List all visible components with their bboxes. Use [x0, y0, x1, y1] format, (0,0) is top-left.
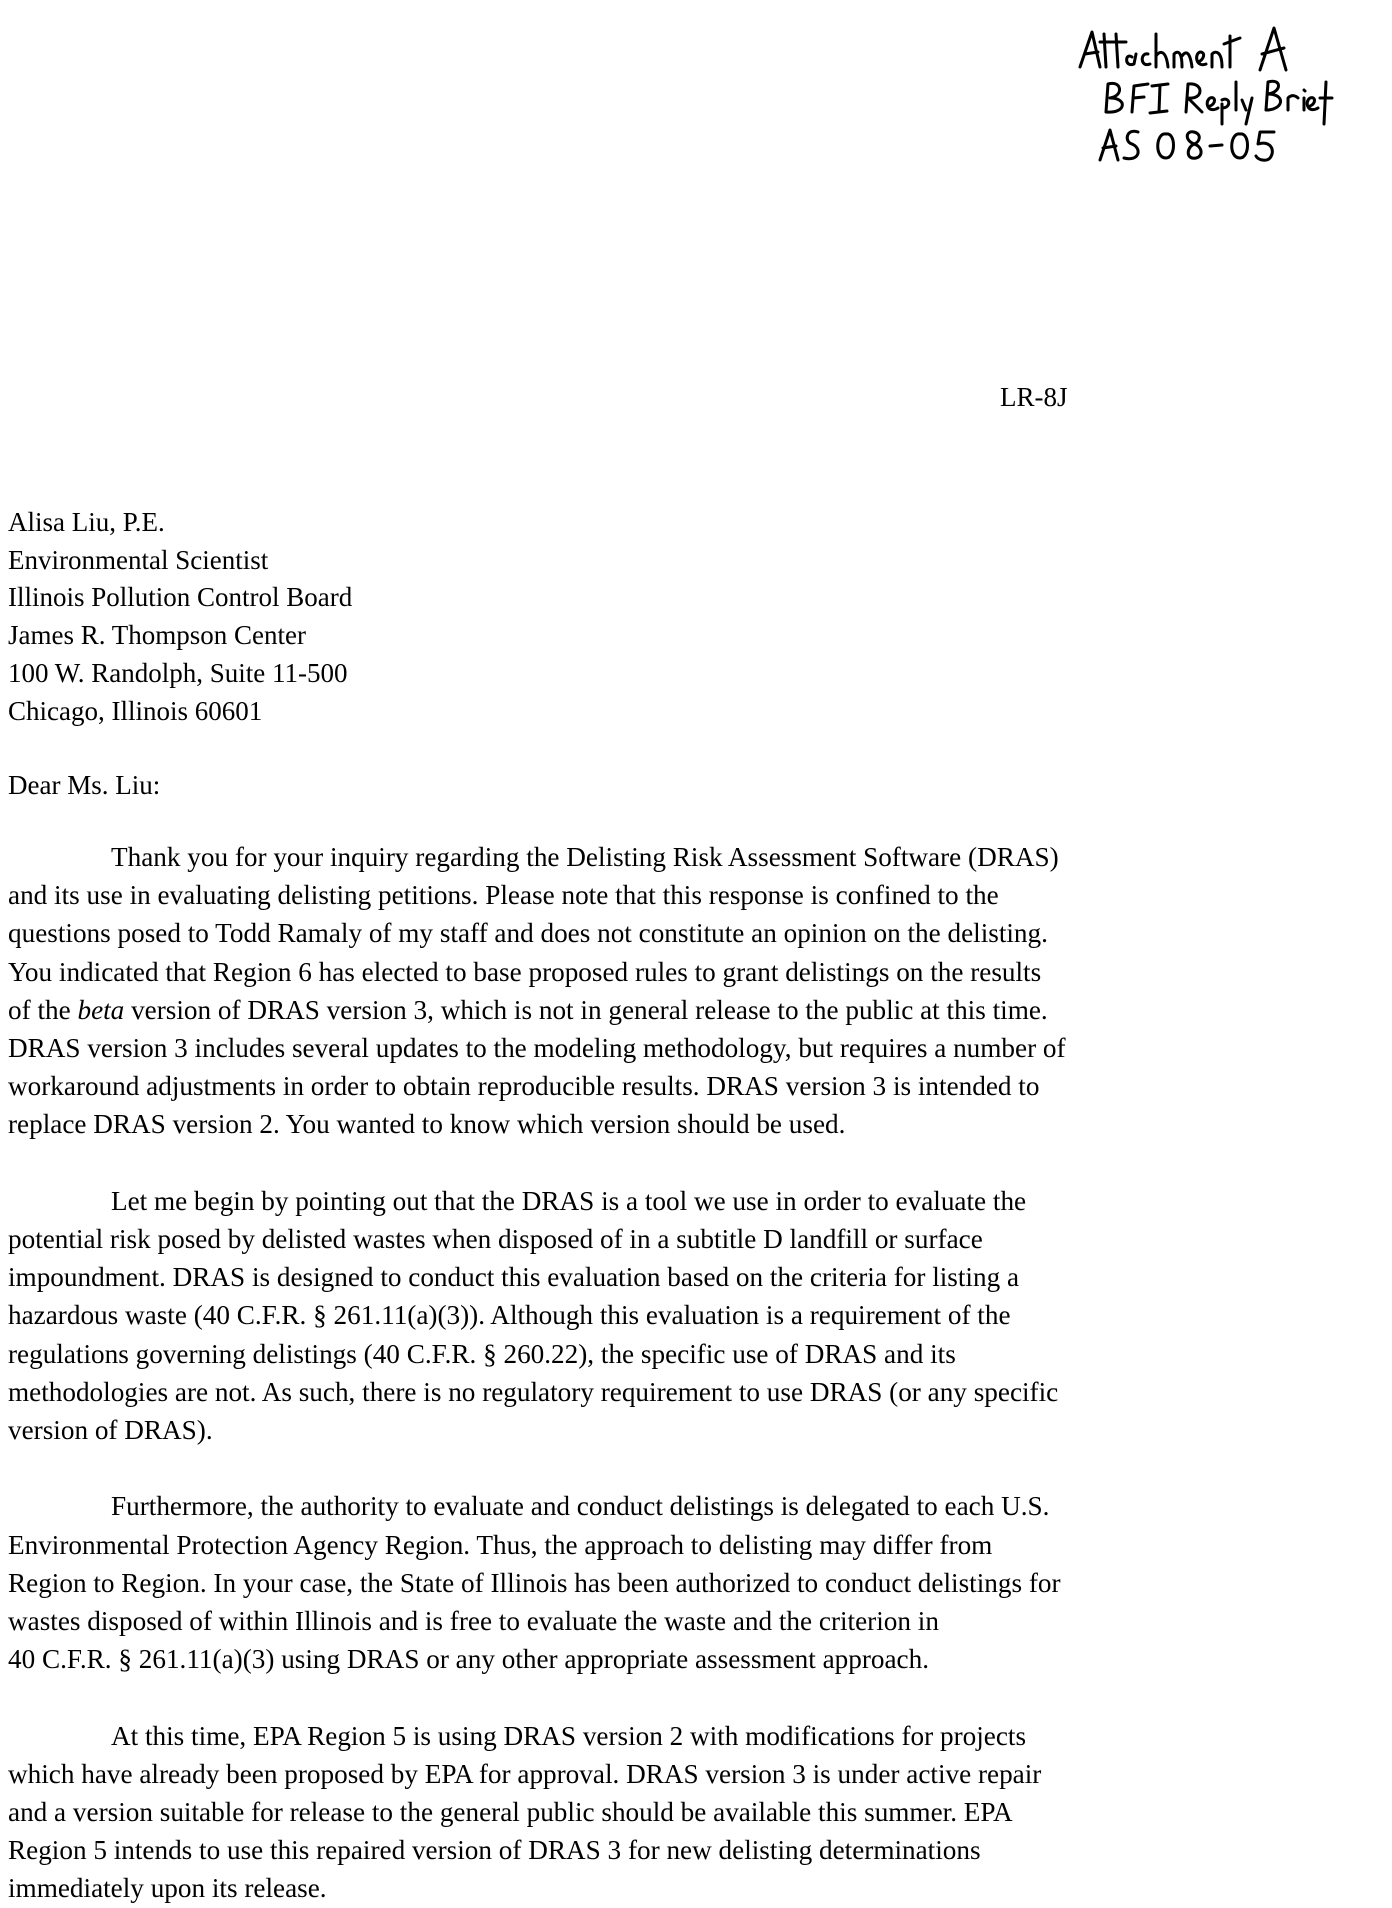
paragraph-2: [8, 1182, 1338, 1449]
paragraph-line: version of DRAS).: [8, 1415, 213, 1446]
paragraph-line: Region to Region. In your case, the State of Illinois has been authorized to conduct delistings for: [8, 1567, 1061, 1598]
paragraph-line: Furthermore, the authority to evaluate and conduct delistings is delegated to each U.S.: [111, 1491, 1050, 1522]
paragraph-line: impoundment. DRAS is designed to conduct this evaluation based on the criteria for listing a: [8, 1262, 1020, 1293]
paragraph-line: hazardous waste (40 C.F.R. § 261.11(a)(3)). Although this evaluation is a requirement of the: [8, 1300, 1011, 1331]
paragraph-line: potential risk posed by delisted wastes when disposed of in a subtitle D landfill or surface: [8, 1224, 983, 1255]
paragraph-1: [8, 838, 1338, 1144]
paragraph-line: At this time, EPA Region 5 is using DRAS version 2 with modifications for projects: [111, 1720, 1027, 1751]
line-segment: of the: [8, 994, 78, 1025]
paragraph-line: Region 5 intends to use this repaired version of DRAS 3 for new delisting determinations: [8, 1835, 981, 1866]
recipient-address: [8, 504, 352, 730]
paragraph-line: questions posed to Todd Ramaly of my staff and does not constitute an opinion on the delisting.: [8, 918, 1048, 949]
handwritten-annotation: [1070, 12, 1370, 172]
letter-body: [8, 838, 1338, 1908]
paragraph-line: workaround adjustments in order to obtain reproducible results. DRAS version 3 is intended to: [8, 1071, 1040, 1102]
paragraph-line: [8, 991, 1338, 1029]
paragraph-line: wastes disposed of within Illinois and is free to evaluate the waste and the criterion in: [8, 1606, 939, 1637]
recipient-building: James R. Thompson Center: [8, 620, 306, 651]
paragraph-line: methodologies are not. As such, there is no regulatory requirement to use DRAS (or any specific: [8, 1376, 1059, 1407]
recipient-name: Alisa Liu, P.E.: [8, 507, 165, 537]
paragraph-4: [8, 1717, 1338, 1908]
recipient-organization: Illinois Pollution Control Board: [8, 582, 353, 613]
paragraph-line: Thank you for your inquiry regarding the Delisting Risk Assessment Software (DRAS): [111, 842, 1059, 872]
paragraph-line: DRAS version 3 includes several updates to the modeling methodology, but requires a number of: [8, 1033, 1066, 1064]
line-segment: version of DRAS version 3, which is not in general release to the public at this time.: [124, 994, 1048, 1025]
handwritten-annotation-graphic: [1070, 12, 1370, 172]
recipient-city: Chicago, Illinois 60601: [8, 695, 263, 726]
paragraph-line: Let me begin by pointing out that the DRAS is a tool we use in order to evaluate the: [111, 1185, 1027, 1216]
reference-code: LR-8J: [1000, 382, 1068, 412]
paragraph-line: and a version suitable for release to the general public should be available this summer. EPA: [8, 1797, 1013, 1828]
paragraph-line: which have already been proposed by EPA for approval. DRAS version 3 is under active repair: [8, 1758, 1042, 1789]
paragraph-3: [8, 1487, 1338, 1678]
paragraph-line: You indicated that Region 6 has elected to base proposed rules to grant delistings on the results: [8, 956, 1042, 987]
paragraph-line: Environmental Protection Agency Region. Thus, the approach to delisting may differ from: [8, 1529, 993, 1560]
salutation: Dear Ms. Liu:: [8, 770, 161, 800]
paragraph-line: immediately upon its release.: [8, 1873, 327, 1904]
paragraph-line: replace DRAS version 2. You wanted to know which version should be used.: [8, 1109, 846, 1140]
paragraph-line: and its use in evaluating delisting petitions. Please note that this response is confined to the: [8, 880, 999, 911]
recipient-title: Environmental Scientist: [8, 544, 269, 575]
paragraph-line: regulations governing delistings (40 C.F.R. § 260.22), the specific use of DRAS and its: [8, 1338, 956, 1369]
paragraph-line: 40 C.F.R. § 261.11(a)(3) using DRAS or any other appropriate assessment approach.: [8, 1644, 930, 1675]
recipient-street: 100 W. Randolph, Suite 11-500: [8, 657, 348, 688]
italic-term: beta: [77, 994, 125, 1025]
